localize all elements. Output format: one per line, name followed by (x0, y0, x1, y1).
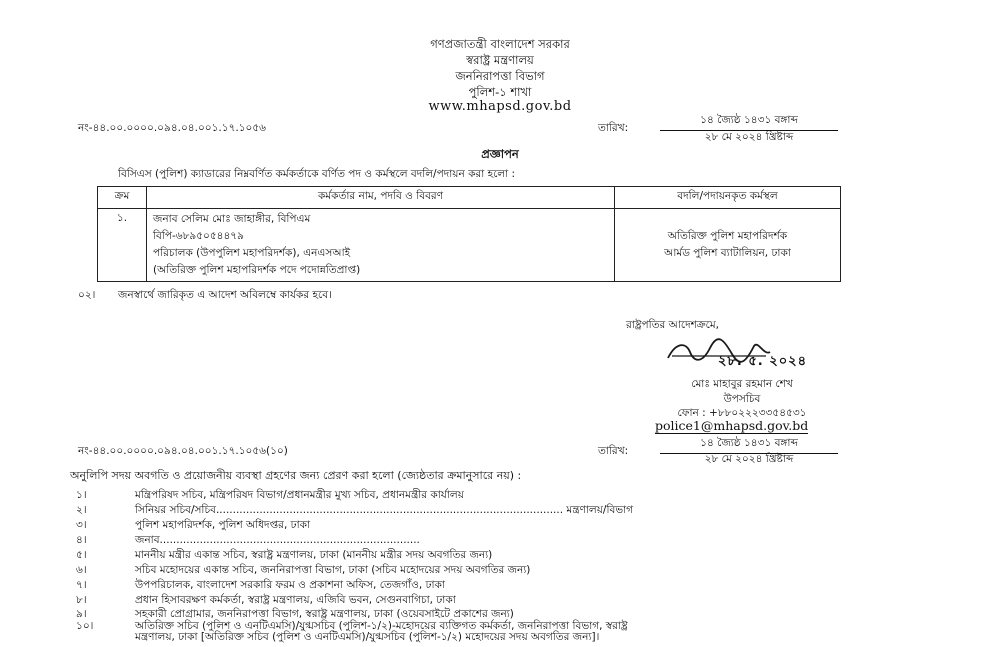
date-bangla: ১৪ জ্যৈষ্ঠ ১৪৩১ বঙ্গাব্দ (660, 113, 838, 131)
distribution-number: ৫। (76, 549, 87, 561)
officer-promotion: (অতিরিক্ত পুলিশ মহাপরিদর্শক পদে পদোন্নতিপ্রাপ্ত) (153, 264, 361, 276)
row-serial: ১. (98, 209, 147, 282)
header-officer-details: কর্মকর্তার নাম, পদবি ও বিবরণ (147, 187, 615, 209)
distribution-number: ১০। (76, 620, 94, 632)
distribution-number: ৭। (76, 579, 87, 591)
header-website-link[interactable]: www.mhapsd.gov.bd (428, 99, 572, 114)
distribution-item: সিনিয়র সচিব/সচিব........................................................................................................ মন্ত্রণালয়/বিভাগ (135, 504, 634, 516)
distribution-item: জনাব.............................................................................. (135, 534, 420, 546)
signatory-phone: ফোন : +৮৮০২২২৩৩৫৪৫৩১ (677, 407, 807, 419)
intro-text: বিসিএস (পুলিশ) ক্যাডারের নিম্নবর্ণিত কর্মকর্তাকে বর্ণিত পদ ও কর্মস্থলে বদলি/পদায়ন করা হলো : (118, 168, 516, 180)
distribution-item: মাননীয় মন্ত্রীর একান্ত সচিব, স্বরাষ্ট্র মন্ত্রণালয়, ঢাকা (মাননীয় মন্ত্রীর সদয় অবগতির জন্য) (135, 549, 493, 561)
distribution-item: সচিব মহোদয়ের একান্ত সচিব, জননিরাপত্তা বিভাগ, ঢাকা (সচিব মহোদয়ের সদয় অবগতির জন্য) (135, 564, 531, 576)
distribution-item: উপপরিচালক, বাংলাদেশ সরকারি ফরম ও প্রকাশনা অফিস, তেজগাঁও, ঢাকা (135, 579, 445, 591)
row-officer-details (147, 209, 615, 282)
distribution-number: ১। (76, 489, 87, 501)
signatory-email-link[interactable]: police1@mhapsd.gov.bd (655, 418, 809, 433)
header-government: গণপ্রজাতন্ত্রী বাংলাদেশ সরকার (430, 37, 570, 51)
header-posting: বদলি/পদায়নকৃত কর্মস্থল (615, 187, 841, 209)
distribution-number: ৮। (76, 594, 87, 606)
distribution-number: ৩। (76, 519, 87, 531)
clause-text: জনস্বার্থে জারিকৃত এ আদেশ অবিলম্বে কার্যকর হবে। (118, 289, 332, 301)
memo2-date-bangla: ১৪ জ্যৈষ্ঠ ১৪৩১ বঙ্গাব্দ (660, 436, 838, 454)
transfer-table (97, 186, 841, 282)
officer-current-post: পরিচালক (উপপুলিশ মহাপরিদর্শক), এনএসআই (153, 247, 351, 259)
header-ministry: স্বরাষ্ট্র মন্ত্রণালয় (466, 53, 534, 67)
officer-bp-number: বিপি-৬৮৯৫০৫৪৪৭৯ (153, 230, 244, 242)
distribution-item: অতিরিক্ত সচিব (পুলিশ ও এনটিএমসি)/যুগ্মসচিব (পুলিশ-১/২)-মহোদয়ের ব্যক্তিগত কর্মকর্তা, জননিরাপত্তা বিভাগ, স্বরাষ্ট্র (135, 620, 628, 632)
memo2-number: নং-৪৪.০০.০০০০.০৯৪.০৪.০০১.১৭.১০৫৬(১০) (78, 445, 288, 457)
copy-intro: অনুলিপি সদয় অবগতি ও প্রয়োজনীয় ব্যবস্থা গ্রহণের জন্য প্রেরণ করা হলো (জ্যেষ্ঠতার ক্রমানুসারে নয়) : (70, 469, 522, 482)
table-header-row (98, 187, 841, 209)
table-row (98, 209, 841, 282)
distribution-number: ৬। (76, 564, 87, 576)
header-division: জননিরাপত্তা বিভাগ (455, 69, 545, 83)
signatory-designation: উপসচিব (723, 393, 761, 405)
header-serial: ক্রম (98, 187, 147, 209)
memo2-date-english: ২৮ মে ২০২৪ খ্রিষ্টাব্দ (704, 453, 794, 465)
distribution-item: মন্ত্রিপরিষদ সচিব, মন্ত্রিপরিষদ বিভাগ/প্রধানমন্ত্রীর মুখ্য সচিব, প্রধানমন্ত্রীর কার্যালয় (135, 489, 464, 501)
header-branch: পুলিশ-১ শাখা (468, 85, 532, 99)
date-english: ২৮ মে ২০২৪ খ্রিষ্টাব্দ (704, 131, 794, 143)
posting-unit: আর্মড পুলিশ ব্যাটালিয়ন, ঢাকা (664, 247, 791, 259)
distribution-number: ৯। (76, 608, 87, 620)
posting-designation: অতিরিক্ত পুলিশ মহাপরিদর্শক (667, 230, 788, 242)
order-text: রাষ্ট্রপতির আদেশক্রমে, (626, 319, 719, 331)
document-title: প্রজ্ঞাপন (481, 147, 519, 161)
memo-number: নং-৪৪.০০.০০০০.০৯৪.০৪.০০১.১৭.১০৫৬ (78, 122, 267, 134)
date-label: তারিখ: (598, 122, 629, 134)
distribution-number: ২। (76, 504, 87, 516)
distribution-number: ৪। (76, 534, 87, 546)
distribution-item: সহকারী প্রোগ্রামার, জননিরাপত্তা বিভাগ, স্বরাষ্ট্র মন্ত্রণালয়, ঢাকা (ওয়েবসাইটে প্রকাশের জন্য) (135, 608, 514, 620)
officer-name: জনাব সেলিম মোঃ জাহাঙ্গীর, বিপিএম (153, 213, 311, 225)
clause-number: ০২। (78, 289, 96, 301)
signed-date: ২৮. ৫. ২০২৪ (718, 354, 808, 369)
signatory-name: মোঃ মাহাবুর রহমান শেখ (691, 378, 793, 390)
memo2-date-label: তারিখ: (598, 445, 629, 457)
row-posting (615, 209, 841, 282)
distribution-item-continued: মন্ত্রণালয়, ঢাকা [অতিরিক্ত সচিব (পুলিশ ও এনটিএমসি)/যুগ্মসচিব (পুলিশ-১/২) মহোদয়ের সদয় অবগতির জন্য]। (135, 631, 600, 643)
distribution-item: প্রধান হিসাবরক্ষণ কর্মকর্তা, স্বরাষ্ট্র মন্ত্রণালয়, এজিবি ভবন, সেগুনবাগিচা, ঢাকা (135, 594, 456, 606)
distribution-item: পুলিশ মহাপরিদর্শক, পুলিশ অধিদপ্তর, ঢাকা (135, 519, 311, 531)
